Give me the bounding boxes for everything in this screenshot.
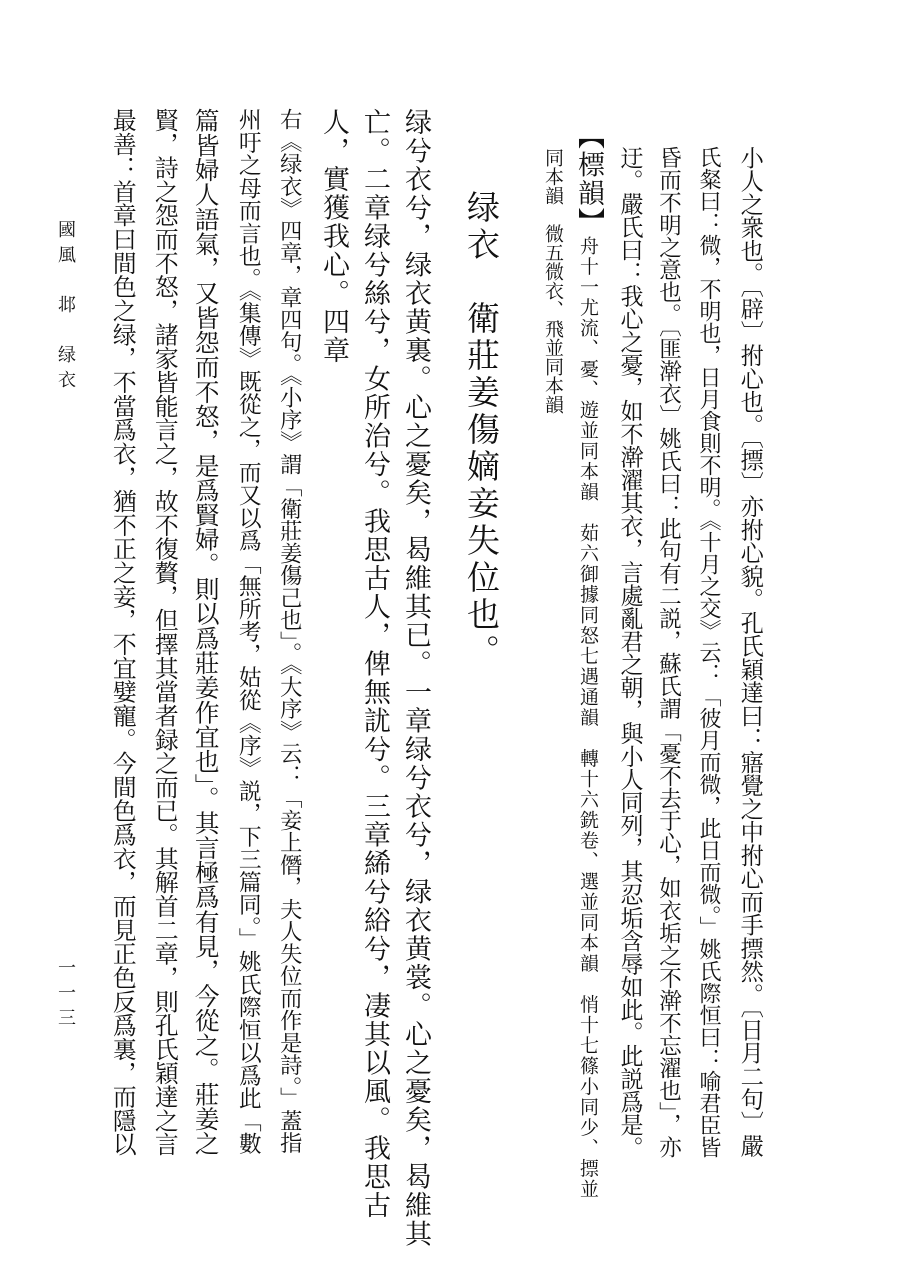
poem-title-gap	[462, 264, 501, 301]
commentary-prev-line-2: 氏粲曰：微，不明也，日月食則不明。《十月之交》云：「彼月而微，此日而微。」姚氏際恒曰：喻君臣皆	[696, 146, 722, 1158]
page-number: 一一三	[55, 958, 76, 1033]
commentary-line-1: 右《绿衣》四章，章四句。《小序》謂「衛莊姜傷己也」。《大序》云：「妾上僭，夫人失位而作是詩。」蓋指	[276, 108, 303, 1154]
poem-line-1: 绿兮衣兮，绿衣黄裏。心之憂矣，曷維其已。一章绿兮衣兮，绿衣黄裳。心之憂矣，曷維其	[400, 108, 431, 1248]
commentary-line-3: 篇皆婦人語氣，又皆怨而不怒，是爲賢婦。則以爲莊姜作宜也」。其言極爲有見，今從之。莊姜之	[191, 108, 221, 1156]
poem-title-text: 绿衣	[462, 190, 501, 264]
commentary-line-5: 最善：首章曰間色之绿，不當爲衣，猶不正之妾，不宜嬖寵。今間色爲衣，而見正色反爲裏，而隱以	[108, 108, 137, 1157]
poem-line-3: 人，實獲我心。四章	[318, 108, 349, 365]
commentary-prev-line-3: 昏而不明之意也。〔匪澣衣〕姚氏曰：此句有二説，蘇氏謂「憂不去于心，如衣垢之不澣不忘濯也」，亦	[655, 146, 682, 1159]
commentary-line-2: 州吁之母而言也。《集傳》既從之，而又以爲「無所考，姑從《序》説，下三篇同。」姚氏際恒以爲此「數	[234, 108, 261, 1155]
commentary-line-4: 賢，詩之怨而不怒，諸家皆能言之，故不復贅，但擇其當者録之而已。其解首二章，則孔氏穎達之言	[150, 108, 179, 1157]
running-head: 國風 邶 绿衣	[55, 220, 76, 395]
commentary-prev-line-1: 小人之衆也。〔辟〕拊心也。〔摽〕亦拊心貌。孔氏穎達曰：寤覺之中拊心而手摽然。〔日月二句〕嚴	[736, 146, 764, 1158]
rhyme-note-text: 舟十一尤流、憂、遊並同本韻 茹六御據同怒七遇通韻 轉十六銑卷、選並同本韻 悄十七篠小同少、摽並	[577, 236, 599, 1200]
rhyme-note-line-1	[575, 122, 602, 1200]
rhyme-note-line-2: 同本韻 微五微衣、飛並同本韻	[542, 148, 564, 414]
poem-title	[462, 190, 501, 671]
poem-subtitle: 衛莊姜傷嫡妾失位也。	[462, 301, 501, 671]
poem-line-2: 亡。二章绿兮絲兮，女所治兮。我思古人，俾無訧兮。三章絺兮綌兮，凄其以風。我思古	[359, 108, 390, 1220]
rhyme-note-label: 【標韻】	[573, 122, 604, 236]
commentary-prev-line-4: 迂。嚴氏曰：我心之憂，如不澣濯其衣，言處亂君之朝，與小人同列，其忍垢含辱如此。此説爲是。	[616, 146, 643, 1160]
